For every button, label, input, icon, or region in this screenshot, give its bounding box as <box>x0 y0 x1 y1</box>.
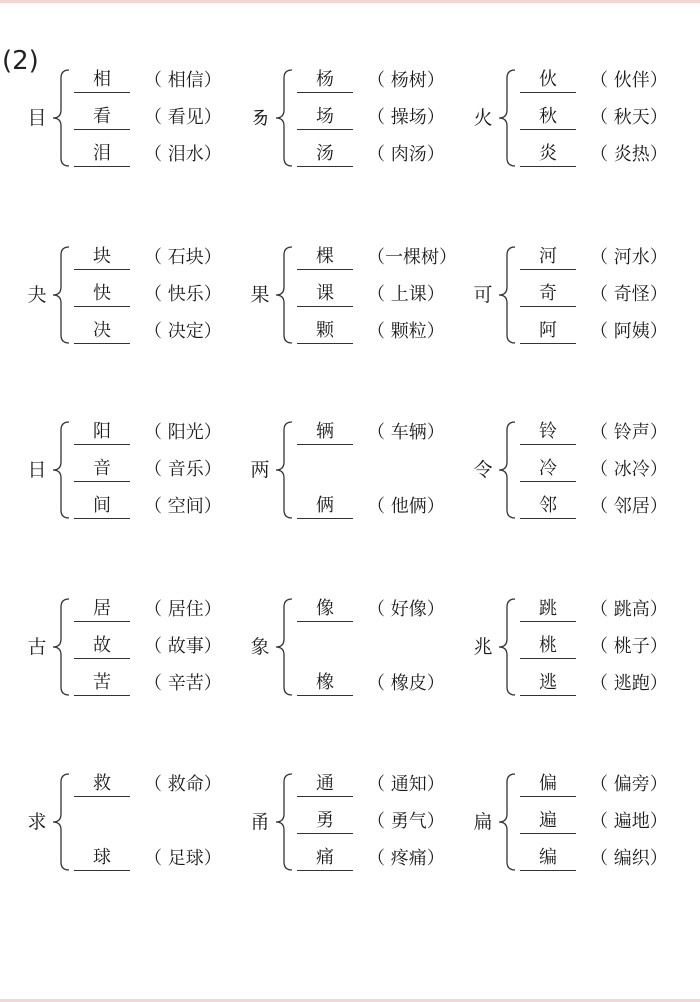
derived-char: 辆 <box>297 420 353 445</box>
char-group <box>468 772 693 872</box>
example-word: （ 橡皮） <box>367 673 445 694</box>
char-item <box>295 68 470 94</box>
brace-icon <box>272 772 294 872</box>
char-item <box>295 420 470 446</box>
char-item <box>72 671 247 697</box>
root-char: 甬 <box>250 811 270 833</box>
example-word: （ 疼痛） <box>367 848 445 869</box>
example-word: （ 车辆） <box>367 422 445 443</box>
derived-char: 像 <box>297 597 353 622</box>
example-word: （ 石块） <box>144 247 222 268</box>
char-group <box>245 245 470 345</box>
example-word: （ 跳高） <box>590 599 668 620</box>
derived-char: 伙 <box>520 68 576 93</box>
derived-char: 偏 <box>520 772 576 797</box>
char-item <box>518 457 693 483</box>
brace-icon <box>495 772 517 872</box>
root-char: 象 <box>250 636 270 658</box>
derived-char: 铃 <box>520 420 576 445</box>
example-word: （ 好像） <box>367 599 445 620</box>
example-word: （ 看见） <box>144 107 222 128</box>
example-word: （ 偏旁） <box>590 774 668 795</box>
example-word: （ 杨树） <box>367 70 445 91</box>
char-item <box>295 105 470 131</box>
example-word: （ 河水） <box>590 247 668 268</box>
example-word: （ 炎热） <box>590 144 668 165</box>
example-word: （ 奇怪） <box>590 284 668 305</box>
char-item <box>295 319 470 345</box>
root-char: 日 <box>27 459 47 481</box>
brace-icon <box>272 245 294 345</box>
derived-char: 球 <box>74 846 130 871</box>
char-group <box>468 245 693 345</box>
brace-icon <box>49 68 71 168</box>
root-char: 两 <box>250 459 270 481</box>
derived-char: 冷 <box>520 457 576 482</box>
char-item <box>518 634 693 660</box>
char-item <box>518 68 693 94</box>
char-item <box>518 245 693 271</box>
derived-char: 阿 <box>520 319 576 344</box>
brace-icon <box>272 420 294 520</box>
derived-char: 逃 <box>520 671 576 696</box>
char-group <box>22 597 247 697</box>
example-word: （ 故事） <box>144 636 222 657</box>
brace-icon <box>495 68 517 168</box>
char-item <box>295 597 470 623</box>
example-word: （ 空间） <box>144 496 222 517</box>
char-item <box>518 319 693 345</box>
char-item <box>295 494 470 520</box>
char-item <box>518 597 693 623</box>
root-char: 兆 <box>473 636 493 658</box>
derived-char: 课 <box>297 282 353 307</box>
char-item <box>295 142 470 168</box>
example-word: （ 勇气） <box>367 811 445 832</box>
derived-char: 汤 <box>297 142 353 167</box>
derived-char: 通 <box>297 772 353 797</box>
example-word: （ 遍地） <box>590 811 668 832</box>
derived-char: 邻 <box>520 494 576 519</box>
char-item <box>72 772 247 798</box>
example-word: （ 秋天） <box>590 107 668 128</box>
char-group <box>22 245 247 345</box>
char-item <box>72 597 247 623</box>
derived-char: 居 <box>74 597 130 622</box>
example-word: （一棵树） <box>367 247 457 268</box>
example-word: （ 居住） <box>144 599 222 620</box>
derived-char: 痛 <box>297 846 353 871</box>
derived-char: 决 <box>74 319 130 344</box>
char-group <box>22 420 247 520</box>
char-group <box>245 68 470 168</box>
derived-char: 音 <box>74 457 130 482</box>
root-char: 古 <box>27 636 47 658</box>
root-char: 扁 <box>473 811 493 833</box>
brace-icon <box>272 68 294 168</box>
char-item <box>295 245 470 271</box>
char-item <box>72 319 247 345</box>
example-word: （ 上课） <box>367 284 445 305</box>
derived-char: 苦 <box>74 671 130 696</box>
char-item <box>295 671 470 697</box>
derived-char: 炎 <box>520 142 576 167</box>
brace-icon <box>495 420 517 520</box>
derived-char: 奇 <box>520 282 576 307</box>
char-item <box>518 142 693 168</box>
root-char: 火 <box>473 107 493 129</box>
derived-char: 场 <box>297 105 353 130</box>
char-item <box>72 68 247 94</box>
example-word: （ 相信） <box>144 70 222 91</box>
example-word: （ 桃子） <box>590 636 668 657</box>
root-char: 目 <box>27 107 47 129</box>
derived-char: 勇 <box>297 809 353 834</box>
char-item <box>72 846 247 872</box>
char-group <box>245 420 470 520</box>
char-group <box>468 597 693 697</box>
char-group <box>245 597 470 697</box>
root-char: 夬 <box>27 284 47 306</box>
derived-char: 阳 <box>74 420 130 445</box>
example-word: （ 泪水） <box>144 144 222 165</box>
derived-char: 河 <box>520 245 576 270</box>
derived-char: 相 <box>74 68 130 93</box>
derived-char: 颗 <box>297 319 353 344</box>
char-group <box>468 68 693 168</box>
example-word: （ 阳光） <box>144 422 222 443</box>
root-char: 果 <box>250 284 270 306</box>
example-word: （ 足球） <box>144 848 222 869</box>
derived-char: 看 <box>74 105 130 130</box>
derived-char: 编 <box>520 846 576 871</box>
example-word: （ 救命） <box>144 774 222 795</box>
example-word: （ 通知） <box>367 774 445 795</box>
char-group <box>22 68 247 168</box>
char-group <box>245 772 470 872</box>
brace-icon <box>49 420 71 520</box>
char-item <box>518 809 693 835</box>
char-item <box>72 457 247 483</box>
example-word: （ 阿姨） <box>590 321 668 342</box>
example-word: （ 伙伴） <box>590 70 668 91</box>
brace-icon <box>49 245 71 345</box>
brace-icon <box>272 597 294 697</box>
section-label: (2) <box>2 46 39 76</box>
derived-char: 棵 <box>297 245 353 270</box>
derived-char: 故 <box>74 634 130 659</box>
char-item <box>295 846 470 872</box>
derived-char: 杨 <box>297 68 353 93</box>
derived-char: 快 <box>74 282 130 307</box>
root-char: 令 <box>473 459 493 481</box>
char-group <box>22 772 247 872</box>
char-item <box>518 420 693 446</box>
derived-char: 泪 <box>74 142 130 167</box>
char-item <box>518 772 693 798</box>
example-word: （ 冰冷） <box>590 459 668 480</box>
char-item <box>72 634 247 660</box>
example-word: （ 肉汤） <box>367 144 445 165</box>
char-item <box>72 142 247 168</box>
root-char: 可 <box>473 284 493 306</box>
example-word: （ 颗粒） <box>367 321 445 342</box>
example-word: （ 铃声） <box>590 422 668 443</box>
char-item <box>295 282 470 308</box>
char-item <box>72 282 247 308</box>
char-item <box>72 494 247 520</box>
brace-icon <box>495 245 517 345</box>
derived-char: 俩 <box>297 494 353 519</box>
derived-char: 救 <box>74 772 130 797</box>
derived-char: 秋 <box>520 105 576 130</box>
derived-char: 块 <box>74 245 130 270</box>
example-word: （ 操场） <box>367 107 445 128</box>
char-item <box>295 809 470 835</box>
root-char: 𠃓 <box>250 107 270 129</box>
example-word: （ 他俩） <box>367 496 445 517</box>
char-item <box>72 420 247 446</box>
root-char: 求 <box>27 811 47 833</box>
example-word: （ 辛苦） <box>144 673 222 694</box>
char-item <box>518 846 693 872</box>
derived-char: 间 <box>74 494 130 519</box>
char-item <box>72 245 247 271</box>
example-word: （ 音乐） <box>144 459 222 480</box>
char-item <box>72 105 247 131</box>
derived-char: 遍 <box>520 809 576 834</box>
example-word: （ 邻居） <box>590 496 668 517</box>
derived-char: 橡 <box>297 671 353 696</box>
derived-char: 跳 <box>520 597 576 622</box>
example-word: （ 决定） <box>144 321 222 342</box>
char-item <box>518 282 693 308</box>
brace-icon <box>495 597 517 697</box>
brace-icon <box>49 772 71 872</box>
brace-icon <box>49 597 71 697</box>
derived-char: 桃 <box>520 634 576 659</box>
example-word: （ 逃跑） <box>590 673 668 694</box>
char-item <box>518 494 693 520</box>
example-word: （ 快乐） <box>144 284 222 305</box>
char-group <box>468 420 693 520</box>
example-word: （ 编织） <box>590 848 668 869</box>
char-item <box>518 671 693 697</box>
char-item <box>518 105 693 131</box>
char-item <box>295 772 470 798</box>
